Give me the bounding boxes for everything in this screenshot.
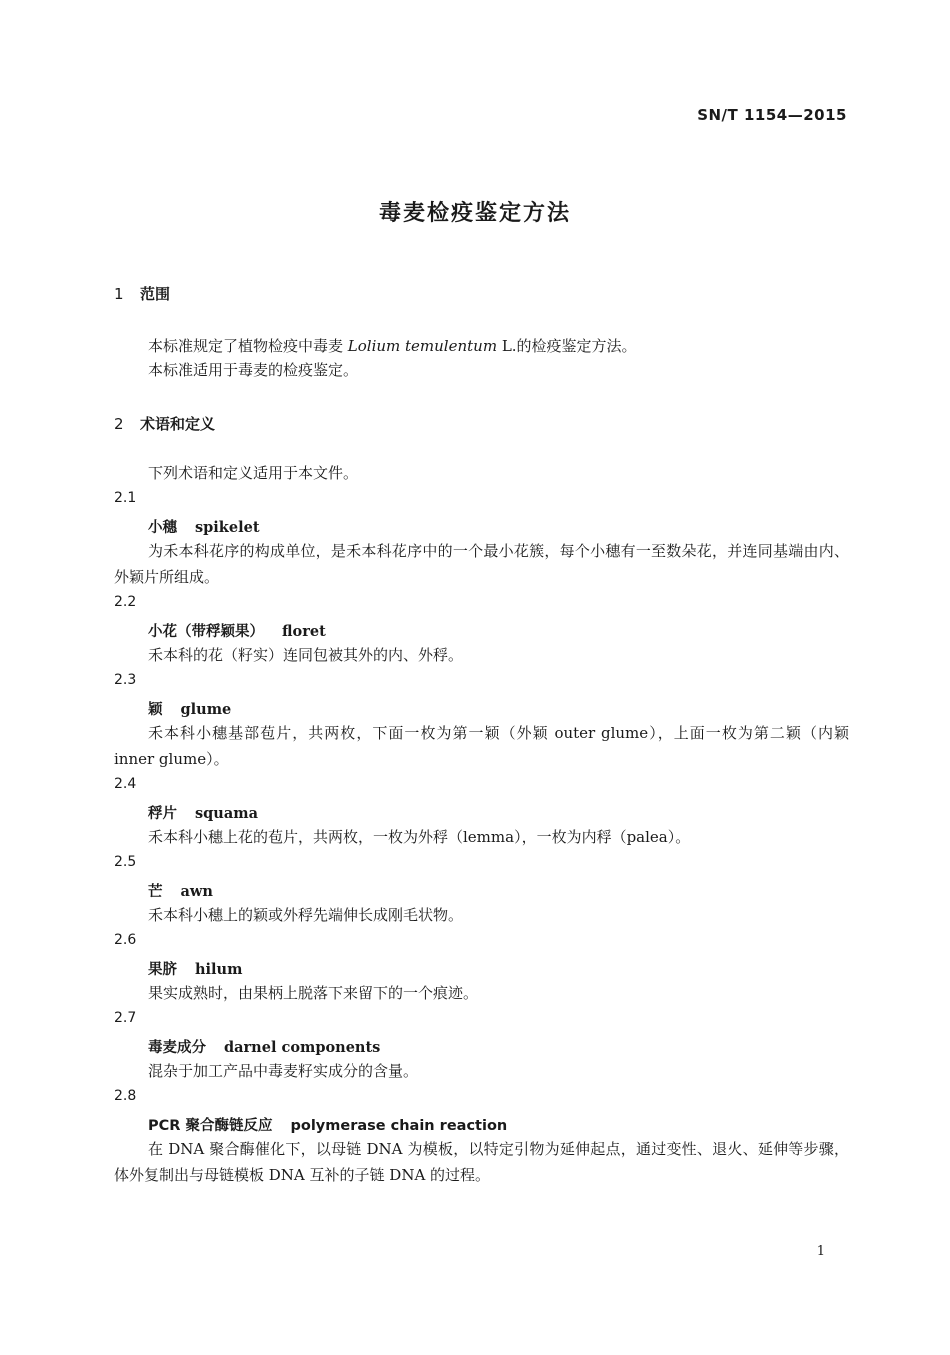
term-heading: [148, 958, 242, 979]
term-zh: 果脐: [148, 962, 177, 978]
term-heading: [148, 802, 258, 823]
term-en: darnel components: [224, 1039, 381, 1056]
term-zh: 毒麦成分: [148, 1040, 206, 1056]
latin-name: Lolium temulentum: [347, 337, 498, 355]
clause-number: 2.8: [114, 1088, 137, 1104]
section-2-heading: [114, 413, 215, 434]
term-en: squama: [195, 805, 258, 822]
section-1-paragraph-2: 本标准适用于毒麦的检疫鉴定。: [148, 361, 359, 379]
clause-number: 2.4: [114, 776, 137, 792]
section-title: 范围: [140, 285, 171, 303]
page-number: 1: [816, 1244, 825, 1259]
term-en: floret: [282, 623, 326, 640]
standard-code: SN/T 1154—2015: [697, 106, 847, 124]
clause-number: 2.3: [114, 672, 137, 688]
term-heading: [148, 880, 213, 901]
document-title: 毒麦检疫鉴定方法: [378, 201, 571, 226]
clause-number: 2.6: [114, 932, 137, 948]
section-2-intro: 下列术语和定义适用于本文件。: [148, 464, 359, 482]
term-en: spikelet: [195, 519, 260, 536]
term-en: awn: [180, 883, 213, 900]
section-1-heading: [114, 283, 170, 304]
term-zh: 芒: [148, 884, 163, 900]
text: L.的检疫鉴定方法。: [497, 337, 637, 355]
term-heading: [148, 1036, 380, 1057]
term-zh: 小花（带稃颖果）: [148, 624, 264, 640]
clause-number: 2.7: [114, 1010, 137, 1026]
section-1-paragraph-1: [148, 333, 637, 359]
text: 本标准规定了植物检疫中毒麦: [148, 337, 348, 355]
clause-number: 2.2: [114, 594, 137, 610]
clause-number: 2.1: [114, 490, 137, 506]
clause-number: 2.5: [114, 854, 137, 870]
section-number: 2: [114, 415, 124, 433]
term-en: hilum: [195, 961, 243, 978]
term-zh: 小穗: [148, 520, 177, 536]
term-definition: 禾本科小穗上的颖或外稃先端伸长成刚毛状物。: [148, 906, 464, 924]
term-definition: 在 DNA 聚合酶催化下，以母链 DNA 为模板，以特定引物为延伸起点，通过变性、退火、延伸等步骤，体外复制出与母链模板 DNA 互补的子链 DNA 的过程。: [114, 1140, 849, 1184]
term-definition: 为禾本科花序的构成单位，是禾本科花序中的一个最小花簇，每个小穗有一至数朵花，并连同基端由内、外颖片所组成。: [114, 542, 849, 586]
term-heading: [148, 698, 231, 719]
term-en: glume: [180, 701, 232, 718]
term-definition: 果实成熟时，由果柄上脱落下来留下的一个痕迹。: [148, 984, 479, 1002]
term-definition: 禾本科的花（籽实）连同包被其外的内、外稃。: [148, 646, 464, 664]
term-heading: [148, 620, 326, 641]
term-zh: 颖: [148, 702, 163, 718]
term-definition: 混杂于加工产品中毒麦籽实成分的含量。: [148, 1062, 419, 1080]
section-title: 术语和定义: [140, 415, 216, 433]
term-zh: 稃片: [148, 806, 177, 822]
term-heading: [148, 1114, 507, 1135]
term-definition: 禾本科小穗上花的苞片，共两枚，一枚为外稃（lemma），一枚为内稃（palea）。: [148, 828, 691, 846]
section-number: 1: [114, 285, 124, 303]
term-definition: 禾本科小穗基部苞片，共两枚，下面一枚为第一颖（外颖 outer glume），上面一枚为第二颖（内颖 inner glume）。: [114, 724, 849, 768]
term-heading: [148, 516, 260, 537]
term-zh: PCR 聚合酶链反应: [148, 1118, 273, 1134]
term-en: polymerase chain reaction: [290, 1118, 508, 1134]
